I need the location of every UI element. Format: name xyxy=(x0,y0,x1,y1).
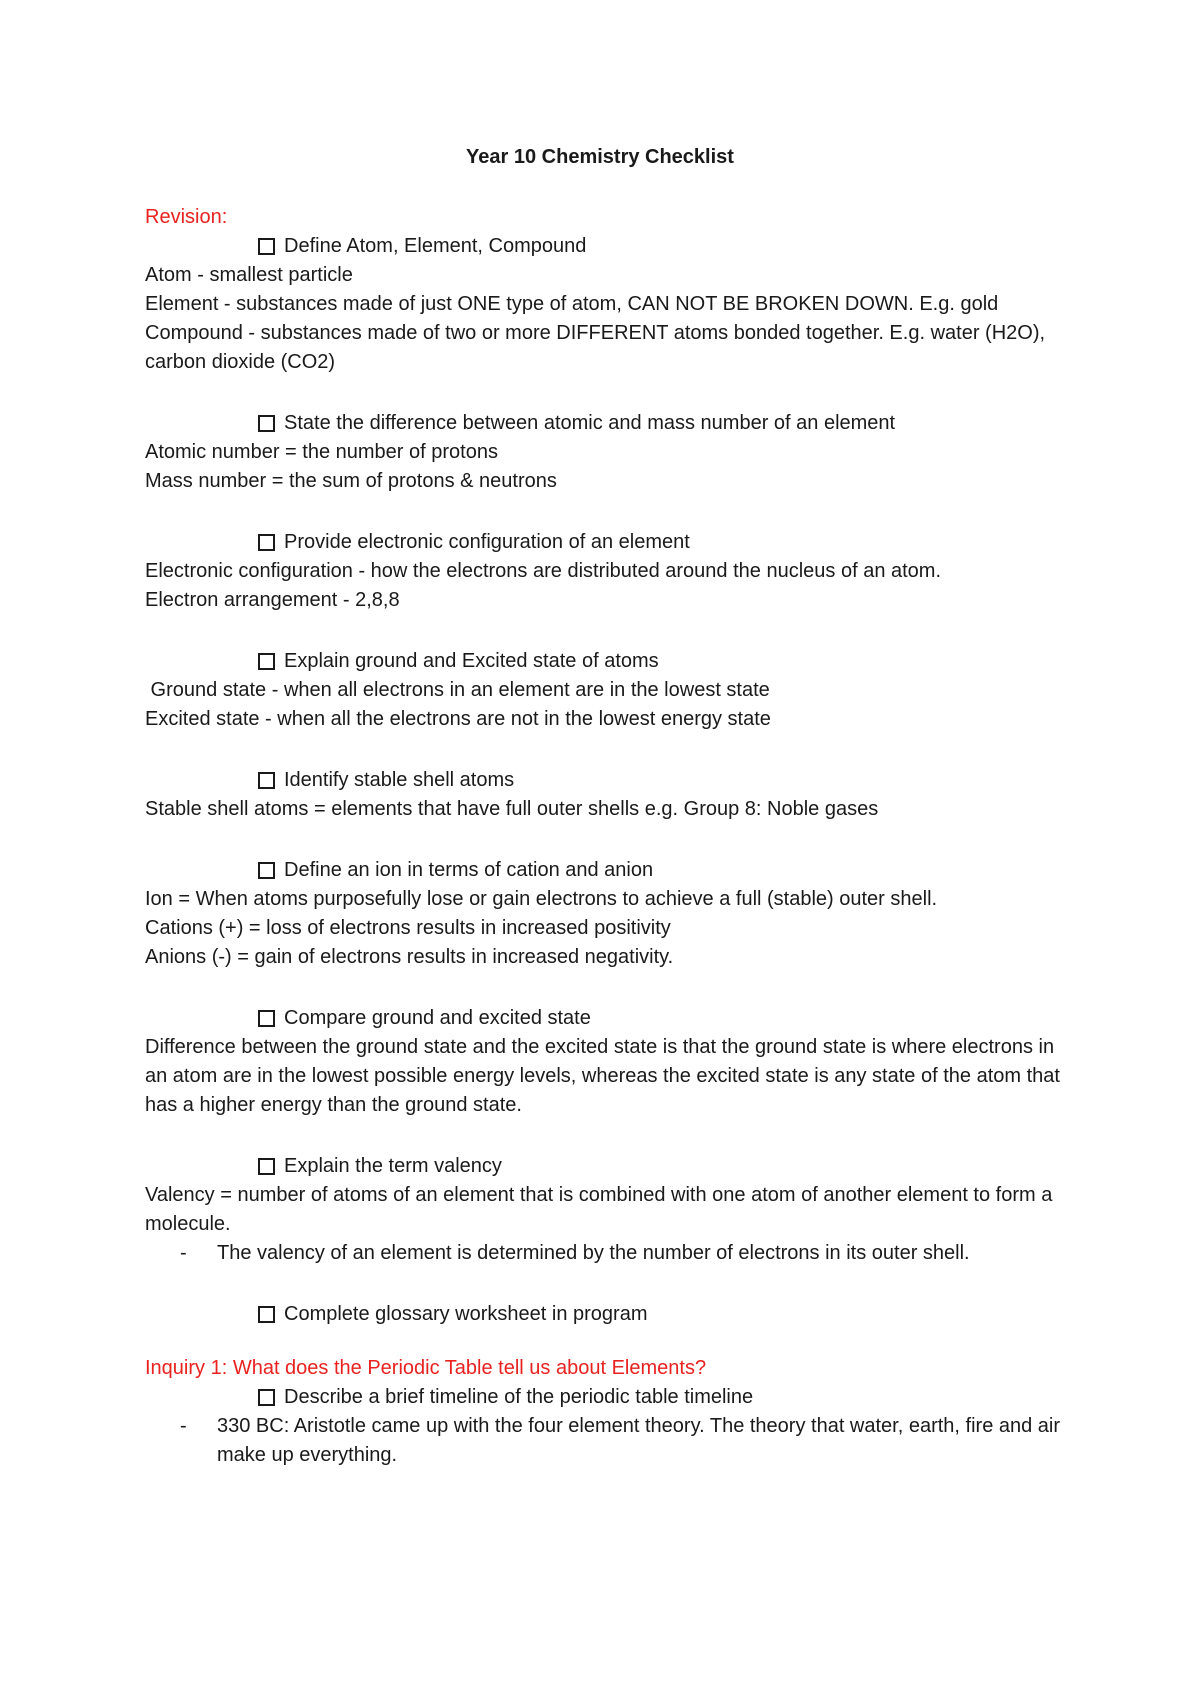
note-line: Electron arrangement - 2,8,8 xyxy=(145,589,400,611)
checklist-item[interactable] xyxy=(145,1152,1075,1181)
note-line: Excited state - when all the electrons are not in the lowest energy state xyxy=(145,708,771,730)
checklist-item[interactable] xyxy=(145,528,1075,557)
checklist-item-label: Define an ion in terms of cation and anion xyxy=(284,859,654,881)
checklist-item-label: Describe a brief timeline of the periodic table timeline xyxy=(284,1386,754,1408)
checkbox-icon[interactable] xyxy=(258,1306,275,1323)
bullet-item xyxy=(145,1412,1075,1470)
checkbox-icon[interactable] xyxy=(258,238,275,255)
checkbox-icon[interactable] xyxy=(258,772,275,789)
note-line: Electronic configuration - how the electrons are distributed around the nucleus of an atom. xyxy=(145,560,942,582)
checklist-item[interactable] xyxy=(145,766,1075,795)
checklist-item-label: Complete glossary worksheet in program xyxy=(284,1303,648,1325)
checklist-item-label: Explain ground and Excited state of atoms xyxy=(284,650,659,672)
checkbox-icon[interactable] xyxy=(258,653,275,670)
checklist-item-label: Provide electronic configuration of an element xyxy=(284,531,690,553)
checklist-item-label: Explain the term valency xyxy=(284,1155,502,1177)
checkbox-icon[interactable] xyxy=(258,1158,275,1175)
checklist-item[interactable] xyxy=(145,232,1075,261)
inquiry-heading: Inquiry 1: What does the Periodic Table tell us about Elements? xyxy=(145,1357,707,1379)
note-line: Ground state - when all electrons in an element are in the lowest state xyxy=(145,679,770,701)
checklist-item[interactable] xyxy=(145,1383,1075,1412)
bullet-text: The valency of an element is determined by the number of electrons in its outer shell. xyxy=(217,1242,970,1264)
note-line: Cations (+) = loss of electrons results in increased positivity xyxy=(145,917,671,939)
dash-marker: - xyxy=(180,1415,187,1437)
checklist-item-label: Define Atom, Element, Compound xyxy=(284,235,587,257)
checkbox-icon[interactable] xyxy=(258,862,275,879)
revision-heading: Revision: xyxy=(145,206,228,228)
note-line: Compound - substances made of two or more DIFFERENT atoms bonded together. E.g. water (H2O), carbon dioxide (CO2) xyxy=(145,322,1046,373)
note-line: Difference between the ground state and the excited state is that the ground state is where electrons in an atom are in the lowest possible energy levels, whereas the excited state is any state of the atom that has a higher energy than the ground state. xyxy=(145,1036,1060,1116)
page-title: Year 10 Chemistry Checklist xyxy=(466,146,734,168)
checklist-item-label: Compare ground and excited state xyxy=(284,1007,591,1029)
note-line: Anions (-) = gain of electrons results in increased negativity. xyxy=(145,946,674,968)
note-line: Stable shell atoms = elements that have full outer shells e.g. Group 8: Noble gases xyxy=(145,798,879,820)
checklist-item-label: Identify stable shell atoms xyxy=(284,769,515,791)
dash-marker: - xyxy=(180,1242,187,1264)
checkbox-icon[interactable] xyxy=(258,534,275,551)
note-line: Atom - smallest particle xyxy=(145,264,353,286)
checklist-item[interactable] xyxy=(145,1300,1075,1329)
bullet-text: 330 BC: Aristotle came up with the four element theory. The theory that water, earth, fire and air make up everything. xyxy=(217,1415,1061,1466)
checkbox-icon[interactable] xyxy=(258,415,275,432)
note-line: Element - substances made of just ONE type of atom, CAN NOT BE BROKEN DOWN. E.g. gold xyxy=(145,293,999,315)
checkbox-icon[interactable] xyxy=(258,1389,275,1406)
checklist-item[interactable] xyxy=(145,1004,1075,1033)
note-line: Mass number = the sum of protons & neutrons xyxy=(145,470,557,492)
document-body xyxy=(145,203,1075,1470)
checklist-item[interactable] xyxy=(145,856,1075,885)
checklist-item[interactable] xyxy=(145,647,1075,676)
checkbox-icon[interactable] xyxy=(258,1010,275,1027)
bullet-item xyxy=(145,1239,1075,1268)
note-line: Atomic number = the number of protons xyxy=(145,441,498,463)
checklist-item[interactable] xyxy=(145,409,1075,438)
checklist-item-label: State the difference between atomic and mass number of an element xyxy=(284,412,896,434)
note-line: Ion = When atoms purposefully lose or gain electrons to achieve a full (stable) outer shell. xyxy=(145,888,938,910)
note-line: Valency = number of atoms of an element that is combined with one atom of another element to form a molecule. xyxy=(145,1184,1053,1235)
